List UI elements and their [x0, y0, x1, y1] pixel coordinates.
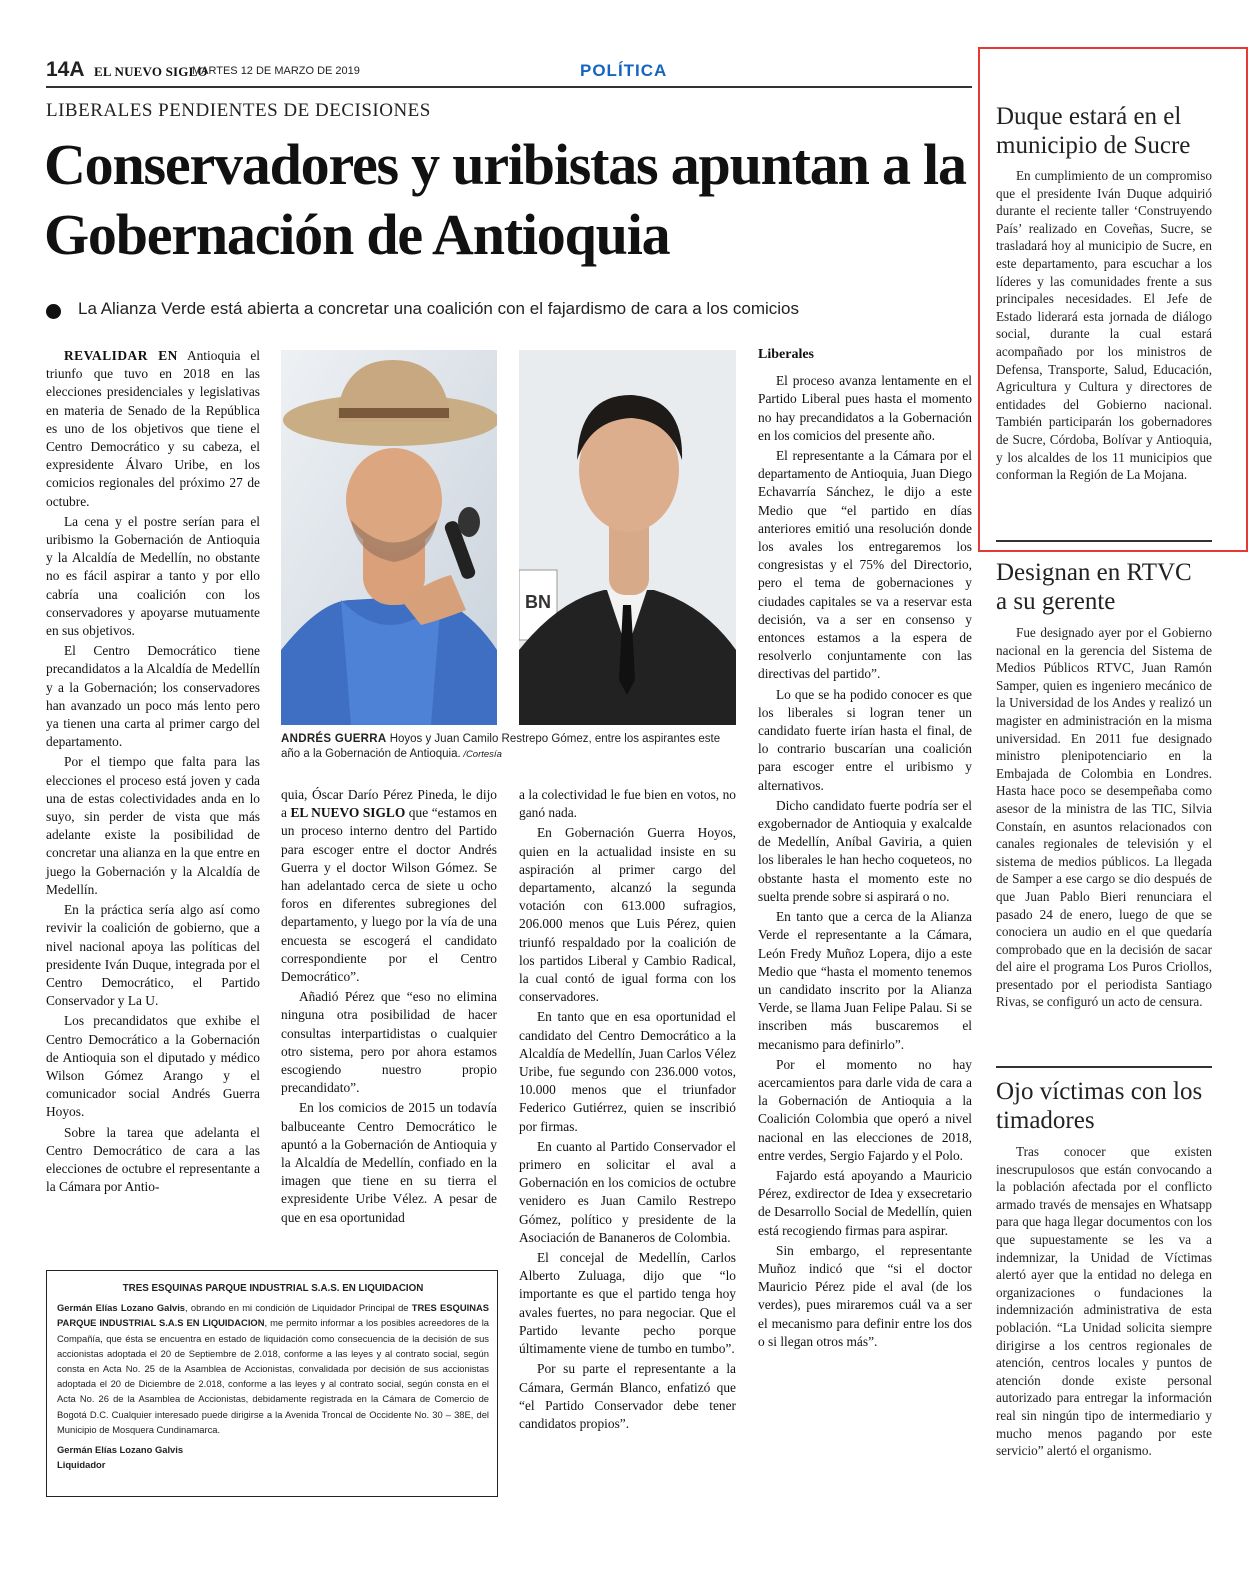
text-run: , me permito informar a los posibles acreedores de la Compañía, que ésta se encuentra en estado de liquidación como consecuencia de la decisión de sus accionistas adoptada el 20 de Septiembre de 2.018, conforme a las leyes y al contrato social, según consta en Acta No. 25 de la Asamblea de Accionistas, convalidada por decisión de sus accionistas adoptada el 20 de Diciembre de 2.018, conforme a las leyes y al contrato social, según consta en el Acta No. 26 de la Asamblea de Accionistas, debidamente registrada en la Cámara de Comercio de Bogotá D.C. Cualquier interesado puede dirigirse a la Avenida Troncal de Occidente No. 30 – 38E, del Municipio de Mosquera Cundinamarca.	[57, 1317, 489, 1435]
paragraph: En los comicios de 2015 un todavía balbuceante Centro Democrático le apuntó a la Gobernación de Antioquia y la Alcaldía de Medellín, confiado en la imagen que tiene en su tierra el expresidente Uribe Vélez. A pesar de que en esa oportunidad	[281, 1100, 497, 1225]
paragraph: Sobre la tarea que adelanta el Centro Democrático de cara a las elecciones de octubre el representante a la Cámara por Antio-	[46, 1124, 260, 1195]
article-lead: La Alianza Verde está abierta a concretar una coalición con el fajardismo de cara a los comicios	[78, 299, 800, 318]
issue-date: MARTES 12 DE MARZO DE 2019	[192, 65, 360, 77]
sidebar-story-3-title: Ojo víctimas con los timadores	[996, 1078, 1203, 1134]
paragraph: Por el momento no hay acercamientos para darle vida de cara a la Gobernación de Antioquia a la Coalición Colombia que operó a nivel nacional en las elecciones de 2018, entre verdes, Sergio Fajardo y el Polo.	[758, 1056, 972, 1163]
text-run: También participarán los gobernadores de Sucre, Córdoba, Bolívar y Antioquia, y los alcaldes de los 11 municipios que conforman la Región de La Mojana.	[996, 414, 1212, 483]
text-run: quia, Óscar Darío Pérez Pineda, le dijo a	[281, 787, 497, 821]
article-column-2	[281, 786, 497, 1229]
page-number: 14A	[46, 58, 85, 81]
header-rule	[46, 86, 972, 88]
signature-name: Germán Elías Lozano Galvis	[57, 1444, 184, 1456]
newspaper-name-inline: EL NUEVO SIGLO	[290, 805, 406, 821]
paragraph: En tanto que en esa oportunidad el candidato del Centro Democrático a la Alcaldía de Medellín, Juan Carlos Vélez Uribe, fue segundo con 236.000 votos, 10.000 menos que el triunfador Federico Gutiérrez, quien se inscribió por firmas.	[519, 1009, 736, 1134]
text-run: Fue designado ayer por el Gobierno nacional en la gerencia del Sistema de Medios Públicos RTVC, Juan Ramón Samper, quien es ingeniero mecánico de la Universidad de los Andes y realizó un magister en administración en la misma universidad.	[996, 625, 1212, 746]
bullet-icon	[46, 304, 61, 319]
caption-name: ANDRÉS GUERRA	[281, 733, 387, 745]
article-column-3	[519, 786, 736, 1435]
paragraph: Por el tiempo que falta para las elecciones el proceso está joven y cada una de estas colectividades anda en lo suyo, sin perder de vista que más adelante existe la posibilidad de concretar una alianza en la que entre en juego la Gobernación y la Alcaldía de Medellín.	[46, 754, 260, 897]
paragraph: Antioquia el triunfo que tuvo en 2018 en las elecciones presidenciales y legislativas en materia de Senado de la República es uno de los objetivos que tiene el Centro Democrático y su cabeza, el expresidente Álvaro Uribe, en los comicios regionales del próximo 27 de octubre.	[46, 348, 260, 509]
paragraph: El Centro Democrático tiene precandidatos a la Alcaldía de Medellín y a la Gobernación; los conservadores han avanzado un poco más lento pero ya tienen una carta al primer cargo del departamento.	[46, 643, 260, 750]
paragraph: Dicho candidato fuerte podría ser el exgobernador de Antioquia y exalcalde de Medellín, Aníbal Gaviria, a quien los liberales le han hecho coqueteos, no obstante hasta el momento este no suelta prende sobre si aspirará o no.	[758, 797, 972, 904]
sidebar-story-2-body	[996, 624, 1212, 1011]
legal-signature	[57, 1442, 489, 1472]
paragraph: En Gobernación Guerra Hoyos, quien en la actualidad insiste en su aspiración al primer cargo del departamento, alcanzó la segunda votación con 613.000 sufragios, 206.000 menos que Luis Pérez, quien triunfó respaldado por la coalición de los partidos Liberal y Cambio Radical, la cual contó de igual forma con los conservadores.	[519, 825, 736, 1005]
legal-notice-body	[57, 1300, 489, 1437]
text-run: que “estamos en un proceso interno dentro del Partido para escoger entre el doctor Andrés Guerra y el doctor Wilson Gómez. Se han adelantado cerca de siete u ocho foros en diferentes subregiones del departamento, y luego por la vía de una encuesta se escogerá el candidato correspondiente por el Centro Democrático”.	[281, 805, 497, 985]
sidebar-divider	[996, 1066, 1212, 1068]
sidebar-story-2-title: Designan en RTVC a su gerente	[996, 559, 1192, 615]
paragraph: Fajardo está apoyando a Mauricio Pérez, exdirector de Idea y exsecretario de Desarrollo Social de Medellín, quien está recogiendo firmas para aspirar.	[758, 1167, 972, 1238]
text-run: la Unidad de Víctimas alertó ayer que la entidad no delega en organizaciones o fundaciones la indemnización administrativa de esta población.	[996, 1249, 1212, 1335]
microphone-logo-text: BN	[525, 592, 551, 612]
paragraph: a la colectividad le fue bien en votos, no ganó nada.	[519, 787, 736, 821]
paragraph: En tanto que a cerca de la Alianza Verde el representante a la Cámara, León Fredy Muñoz Lopera, dijo a este Medio que “hasta el momento tenemos un candidato inscrito por la Alianza Verde, se llama Juan Felipe Palau. Si se inscriben más buscaremos el mecanismo para definirlo”.	[758, 909, 972, 1052]
caption-credit: /Cortesía	[460, 749, 502, 760]
text-run: En 2011 fue designado ministro plenipotenciario en la Embajada de Colombia en Londres. Hasta hace poco se desempeñaba como asesor de la ministra de las TIC, Silvia Constaín, en asuntos relacionados con canales regionales de televisión y el sistema de medios públicos.	[996, 730, 1212, 869]
caption-text: Hoyos y Juan Camilo Restrepo Gómez, entre los aspirantes este año a la Gobernación de Antioquia.	[281, 733, 721, 760]
paragraph: El concejal de Medellín, Carlos Alberto Zuluaga, dijo que “lo importante es que el partido tenga hoy avales fuertes, no para negociar. Que el Partido levante pecho porque últimamente viene de tumbo en tumbo”.	[519, 1250, 736, 1357]
text-run: Tras conocer que existen inescrupulosos que están convocando a la población afectada por el conflicto armado través de mensajes en Whatsapp para que haga llegar documentos con los que supuestamente se les va a indemnizar,	[996, 1144, 1212, 1265]
paragraph: Sin embargo, el representante Muñoz indicó que “si el doctor Mauricio Pérez pide el aval (de los verdes), pues miraremos cuál va a ser el mecanismo para definir entre los dos o si llegan otros más”.	[758, 1242, 972, 1349]
photo-andres-guerra	[281, 350, 497, 725]
text-run: “La Unidad solicita siempre dirigirse a los centros regionales de atención, centros locales y puntos de atención donde existe personal autorizado para entregar la información real sin ningún tipo de intermediario y mucho menos pagando por este servicio” alertó el organismo.	[996, 1319, 1212, 1459]
article-column-4	[758, 346, 972, 1353]
text-run: En cumplimiento de un compromiso que el presidente Iván Duque adquirió durante el reciente taller ‘Construyendo País’ realizado en Coveñas, Sucre, se trasladará hoy al municipio de Sucre, en este departamento, para escuchar a los líderes y las comunidades frente a sus principales necesidades.	[996, 168, 1212, 307]
text-run: Germán Elías Lozano Galvis	[57, 1302, 186, 1314]
paragraph: El proceso avanza lentamente en el Partido Liberal pues hasta el momento no hay precandidatos a la Gobernación en los comicios del presente año.	[758, 373, 972, 443]
drop-cap-words: REVALIDAR EN	[64, 348, 178, 363]
subhead-liberales: Liberales	[758, 347, 814, 362]
section-name: POLÍTICA	[580, 61, 668, 80]
article-column-1	[46, 347, 260, 1198]
legal-notice-box	[46, 1270, 498, 1497]
paragraph: Por su parte el representante a la Cámara, Germán Blanco, enfatizó que “el Partido Conservador debe tener candidatos propios”.	[519, 1361, 736, 1431]
article-kicker: LIBERALES PENDIENTES DE DECISIONES	[46, 100, 431, 121]
paragraph: Añadió Pérez que “eso no elimina ninguna otra posibilidad de hacer consultas interpartidistas o cualquier otro sistema, pero por ahora estamos escogiendo nuestro propio precandidato”.	[281, 989, 497, 1096]
paragraph: El representante a la Cámara por el departamento de Antioquia, Juan Diego Echavarría Sánchez, le dijo a este Medio que “el partido en días anteriores emitió una resolución donde los avales los entregaremos los congresistas y el 75% del Directorio, pero el tema de gobernaciones y ciudades capitales se va a reservar esta decisión, va a ser en consenso y entonces estamos a la espera de resolverlo conjuntamente con las directivas del partido”.	[758, 448, 972, 682]
photo-juan-camilo-restrepo	[519, 350, 736, 725]
paragraph: En la práctica sería algo así como revivir la coalición de gobierno, que a nivel nacional apoya las políticas del presidente Iván Duque, integrada por el Centro Democrático, el Partido Conservador y La U.	[46, 902, 260, 1009]
sidebar-story-1-title: Duque estará en el municipio de Sucre	[996, 103, 1191, 159]
sidebar-divider	[996, 540, 1212, 542]
sidebar-story-1-body	[996, 167, 1212, 484]
paragraph: La cena y el postre serían para el uribismo la Gobernación de Antioquia y la Alcaldía de Medellín, no obstante no es fácil aspirar a tanto y por ello cabría una coalición con los conservadores y apoyarse mutuamente en sus objetivos.	[46, 513, 260, 639]
photo-caption	[281, 732, 736, 762]
text-run: TRES ESQUINAS PARQUE INDUSTRIAL S.A.S EN LIQUIDACION	[57, 1302, 489, 1329]
paragraph: Lo que se ha podido conocer es que los liberales si logran tener un candidato fuerte irían hasta el final, de lo contrario buscarían una coalición para escoger entre el uribismo y alternativos.	[758, 686, 972, 793]
text-run: El Jefe de Estado liderará esta jornada de diálogo social, durante la cual estará acompañado por los ministros de Defensa, Transporte, Salud, Educación, Agricultura y Cultura y directores de entidades del Gobierno nacional.	[996, 291, 1212, 412]
sidebar-story-3-body	[996, 1143, 1212, 1460]
article-headline: Conservadores y uribistas apuntan a la Gobernación de Antioquia	[44, 132, 966, 267]
text-run: , obrando en mi condición de Liquidador Principal de	[185, 1302, 412, 1314]
text-run: La llegada de Samper a ese cargo se dio después de que Juan Pablo Bieri renunciara el pasado 24 de enero, luego de que se conociera un audio en el que quedaría comprobado que en la decisión de sacar del aire el programa Los Puros Criollos, presentado por el periodista Santiago Rivas, se configuró un acto de censura.	[996, 853, 1212, 1010]
signature-role: Liquidador	[57, 1459, 106, 1471]
newspaper-name: EL NUEVO SIGLO	[94, 64, 208, 79]
paragraph: En cuanto al Partido Conservador el primero en solicitar el aval a Gobernación en los comicios de octubre venidero es Juan Camilo Restrepo Gómez, político y presidente de la Asociación de Bananeros de Colombia.	[519, 1138, 736, 1245]
legal-notice-title: TRES ESQUINAS PARQUE INDUSTRIAL S.A.S. EN LIQUIDACION	[122, 1283, 424, 1294]
paragraph: Los precandidatos que exhibe el Centro Democrático a la Gobernación de Antioquia son el diputado y médico Wilson Gómez Arango y el comunicador social Andrés Guerra Hoyos.	[46, 1013, 260, 1120]
